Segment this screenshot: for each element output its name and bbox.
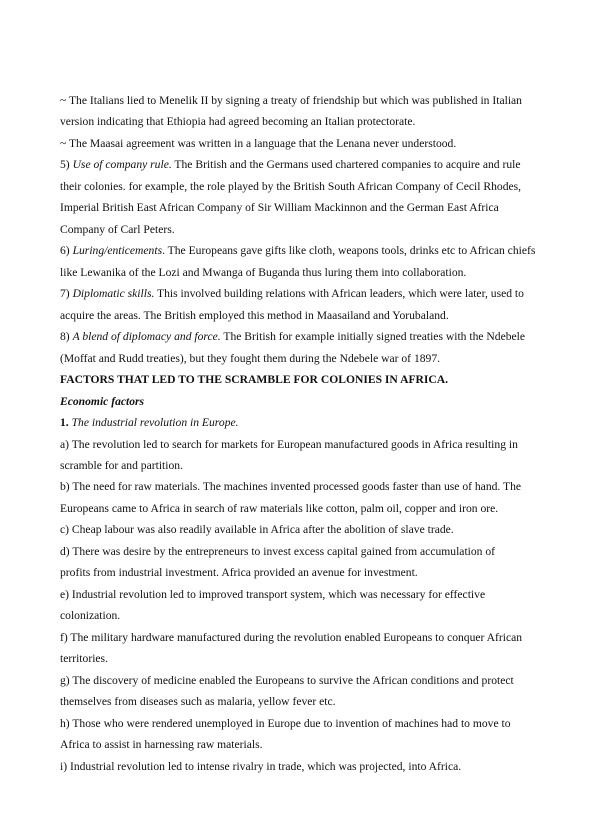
text-line	[60, 305, 560, 326]
text-line	[60, 562, 560, 583]
text-segment: Company of Carl Peters.	[60, 222, 175, 236]
text-line	[60, 455, 560, 476]
text-line	[60, 176, 560, 197]
text-line	[60, 219, 560, 240]
italic-text: A blend of diplomacy and force.	[72, 330, 221, 344]
text-line	[60, 756, 560, 777]
text-line	[60, 605, 560, 626]
subheading-text: Economic factors	[60, 394, 145, 408]
text-segment: profits from industrial investment. Africa provided an avenue for investment.	[60, 566, 418, 580]
text-segment: territories.	[60, 652, 108, 666]
text-line	[60, 348, 560, 369]
text-line	[60, 369, 560, 390]
text-line	[60, 154, 560, 175]
text-segment: a) The revolution led to search for markets for European manufactured goods in Africa resulting in	[60, 437, 518, 451]
text-line	[60, 476, 560, 497]
text-segment: b) The need for raw materials. The machines invented processed goods faster than use of hand. The	[60, 480, 522, 494]
text-line	[60, 412, 560, 433]
italic-text: Diplomatic skills.	[72, 287, 155, 301]
text-line	[60, 519, 560, 540]
italic-text: The industrial revolution in Europe.	[71, 416, 239, 430]
text-segment: h) Those who were rendered unemployed in Europe due to invention of machines had to move to	[60, 716, 511, 730]
text-line	[60, 197, 560, 218]
text-segment: i) Industrial revolution led to intense rivalry in trade, which was projected, into Africa.	[60, 759, 462, 773]
italic-text: Luring/enticements	[72, 244, 163, 258]
text-segment: Imperial British East African Company of Sir William Mackinnon and the German East Africa	[60, 201, 499, 215]
text-segment: scramble for and partition.	[60, 458, 183, 472]
text-segment: 7)	[60, 287, 73, 301]
text-segment: like Lewanika of the Lozi and Mwanga of Buganda thus luring them into collaboration.	[60, 265, 467, 279]
text-line	[60, 627, 560, 648]
text-segment: The British and the Germans used chartered companies to acquire and rule	[171, 158, 521, 172]
text-segment: The British for example initially signed treaties with the Ndebele	[220, 330, 526, 344]
text-line	[60, 541, 560, 562]
italic-text: Use of company rule.	[72, 158, 172, 172]
text-segment: acquire the areas. The British employed this method in Maasailand and Yorubaland.	[60, 308, 449, 322]
text-segment: 6)	[60, 244, 73, 258]
document-page	[60, 90, 560, 777]
text-line	[60, 262, 560, 283]
text-line	[60, 283, 560, 304]
heading-text: 1.	[60, 416, 69, 430]
text-line	[60, 133, 560, 154]
text-line	[60, 648, 560, 669]
text-segment: c) Cheap labour was also readily available in Africa after the abolition of slave trade.	[60, 523, 454, 537]
text-segment: Africa to assist in harnessing raw materials.	[60, 738, 263, 752]
text-line	[60, 240, 560, 261]
text-segment: ~ The Italians lied to Menelik II by signing a treaty of friendship but which was published in Italian	[60, 94, 522, 107]
text-line	[60, 434, 560, 455]
text-segment: f) The military hardware manufactured during the revolution enabled Europeans to conquer African	[60, 630, 523, 644]
text-segment: d) There was desire by the entrepreneurs to invest excess capital gained from accumulation of	[60, 544, 496, 558]
heading-text: FACTORS THAT LED TO THE SCRAMBLE FOR COLONIES IN AFRICA.	[60, 373, 449, 387]
text-line	[60, 584, 560, 605]
text-segment: Europeans came to Africa in search of raw materials like cotton, palm oil, copper and iron ore.	[60, 501, 499, 515]
text-segment: ~ The Maasai agreement was written in a language that the Lenana never understood.	[60, 136, 457, 150]
text-segment: This involved building relations with African leaders, which were later, used to	[154, 287, 524, 301]
text-segment: version indicating that Ethiopia had agreed becoming an Italian protectorate.	[60, 115, 416, 129]
text-segment: (Moffat and Rudd treaties), but they fought them during the Ndebele war of 1897.	[60, 351, 441, 365]
text-line	[60, 691, 560, 712]
text-segment: e) Industrial revolution led to improved transport system, which was necessary for effective	[60, 587, 486, 601]
text-line	[60, 713, 560, 734]
text-line	[60, 326, 560, 347]
text-line	[60, 670, 560, 691]
text-segment: g) The discovery of medicine enabled the Europeans to survive the African conditions and protect	[60, 673, 514, 687]
text-segment: colonization.	[60, 609, 121, 623]
text-line	[60, 498, 560, 519]
text-segment: 8)	[60, 330, 73, 344]
text-segment: 5)	[60, 158, 73, 172]
text-line	[60, 391, 560, 412]
text-line	[60, 734, 560, 755]
text-line	[60, 111, 560, 132]
text-segment: themselves from diseases such as malaria, yellow fever etc.	[60, 695, 336, 709]
text-segment: . The Europeans gave gifts like cloth, weapons tools, drinks etc to African chiefs	[162, 244, 536, 258]
text-line	[60, 90, 560, 111]
text-segment: their colonies. for example, the role played by the British South African Company of Cecil Rhodes,	[60, 179, 522, 193]
